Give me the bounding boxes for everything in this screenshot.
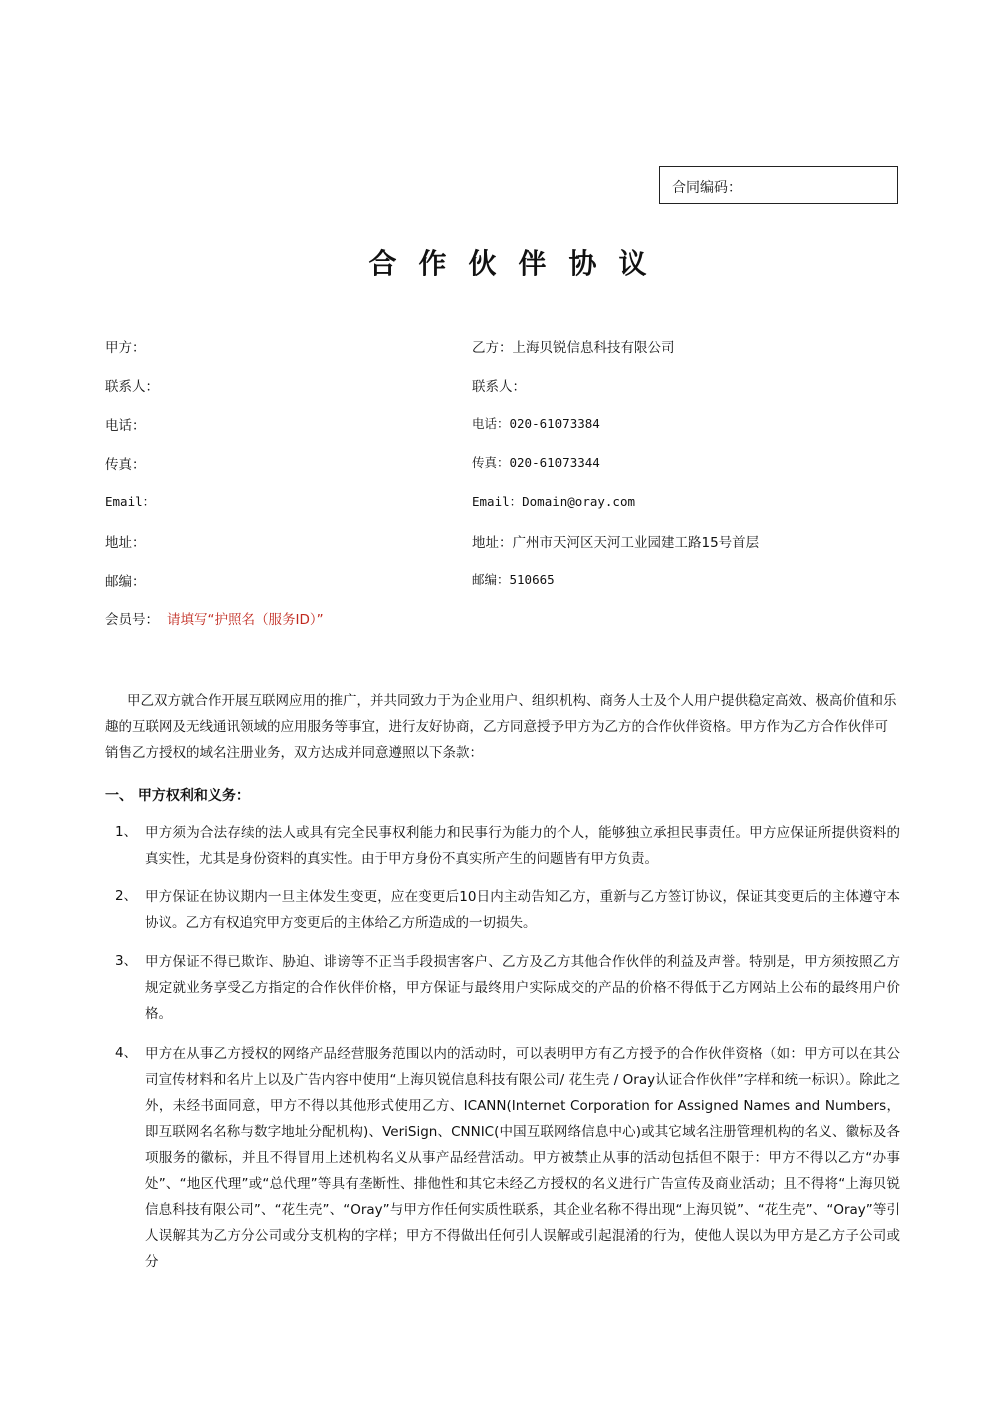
contract-number-box: [659, 166, 898, 204]
clause-item: [105, 820, 900, 872]
party-row: [0, 414, 993, 436]
party-a-field: 联系人：: [105, 379, 159, 395]
member-id-label: 会员号：: [105, 612, 159, 628]
intro-paragraph: 甲乙双方就合作开展互联网应用的推广，并共同致力于为企业用户、组织机构、商务人士及个人用户提供稳定高效、极高价值和乐趣的互联网及无线通讯领域的应用服务等事宜，进行友好协商，乙方同意授予甲方为乙方的合作伙伴资格。甲方作为乙方合作伙伴可销售乙方授权的域名注册业务，双方达成并同意遵照以下条款：: [105, 693, 897, 761]
clause-item: [105, 884, 900, 936]
party-row: [0, 375, 993, 397]
clause-text: 甲方保证不得已欺诈、胁迫、诽谤等不正当手段损害客户、乙方及乙方其他合作伙伴的利益及声誉。特别是，甲方须按照乙方规定就业务享受乙方指定的合作伙伴价格，甲方保证与最终用户实际成交的产品的价格不得低于乙方网站上公布的最终用户价格。: [145, 954, 900, 1022]
clause-item: [105, 1041, 900, 1275]
party-row: [0, 531, 993, 553]
party-row: [0, 336, 993, 358]
party-a-field: 邮编：: [105, 574, 146, 590]
party-b-field: 邮编：510665: [472, 572, 555, 587]
clause-number: 3、: [115, 953, 138, 969]
party-a-field: 电话：: [105, 418, 146, 434]
party-b-field: Email：Domain@oray.com: [472, 494, 636, 509]
party-a-field: Email：: [105, 494, 156, 509]
clause-text: 甲方须为合法存续的法人或具有完全民事权利能力和民事行为能力的个人，能够独立承担民事责任。甲方应保证所提供资料的真实性，尤其是身份资料的真实性。由于甲方身份不真实所产生的问题皆有甲方负责。: [145, 825, 900, 867]
clause-text: 甲方在从事乙方授权的网络产品经营服务范围以内的活动时，可以表明甲方有乙方授予的合作伙伴资格（如：甲方可以在其公司宣传材料和名片上以及广告内容中使用“上海贝锐信息科技有限公司/ 花生壳 / Oray认证合作伙伴”字样和统一标识）。除此之外，未经书面同意，甲方不得以其他形式使用乙方、ICANN(Internet Corporation for Assigned Names and Numbers，即互联网名名称与数字地址分配机构)、VeriSign、CNNIC(中国互联网络信息中心)或其它域名注册管理机构的名义、徽标及各项服务的徽标，并且不得冒用上述机构名义从事产品经营活动。甲方被禁止从事的活动包括但不限于：甲方不得以乙方“办事处”、“地区代理”或“总代理”等具有垄断性、排他性和其它未经乙方授权的名义进行广告宣传及商业活动；且不得将“上海贝锐信息科技有限公司”、“花生壳”、“Oray”与甲方作任何实质性联系，其企业名称不得出现“上海贝锐”、“花生壳”、“Oray”等引人误解其为乙方分公司或分支机构的字样；甲方不得做出任何引人误解或引起混淆的行为，使他人误以为甲方是乙方子公司或分: [145, 1046, 900, 1270]
party-b-field: 乙方：上海贝锐信息科技有限公司: [472, 340, 675, 356]
clause-number: 2、: [115, 888, 138, 904]
party-a-field: 传真：: [105, 457, 146, 473]
clause-item: [105, 949, 900, 1027]
party-b-field: 联系人：: [472, 379, 526, 395]
party-a-field: 地址：: [105, 535, 146, 551]
member-id-row: [105, 608, 324, 628]
party-row: [0, 453, 993, 475]
document-title: 合作伙伴协议: [368, 247, 669, 280]
section-heading: 一、 甲方权利和义务：: [105, 788, 250, 804]
party-b-field: 地址：广州市天河区天河工业园建工路15号首层: [472, 535, 760, 551]
party-b-field: 电话：020-61073384: [472, 416, 600, 431]
party-row: [0, 570, 993, 592]
contract-number-label: 合同编码：: [672, 180, 742, 196]
party-a-field: 甲方：: [105, 340, 146, 356]
party-b-field: 传真：020-61073344: [472, 455, 600, 470]
member-id-hint: 请填写“护照名（服务ID）”: [167, 612, 324, 628]
party-row: [0, 492, 993, 514]
clause-number: 1、: [115, 824, 138, 840]
clause-text: 甲方保证在协议期内一旦主体发生变更，应在变更后10日内主动告知乙方，重新与乙方签订协议，保证其变更后的主体遵守本协议。乙方有权追究甲方变更后的主体给乙方所造成的一切损失。: [145, 889, 900, 931]
clause-number: 4、: [115, 1045, 138, 1061]
